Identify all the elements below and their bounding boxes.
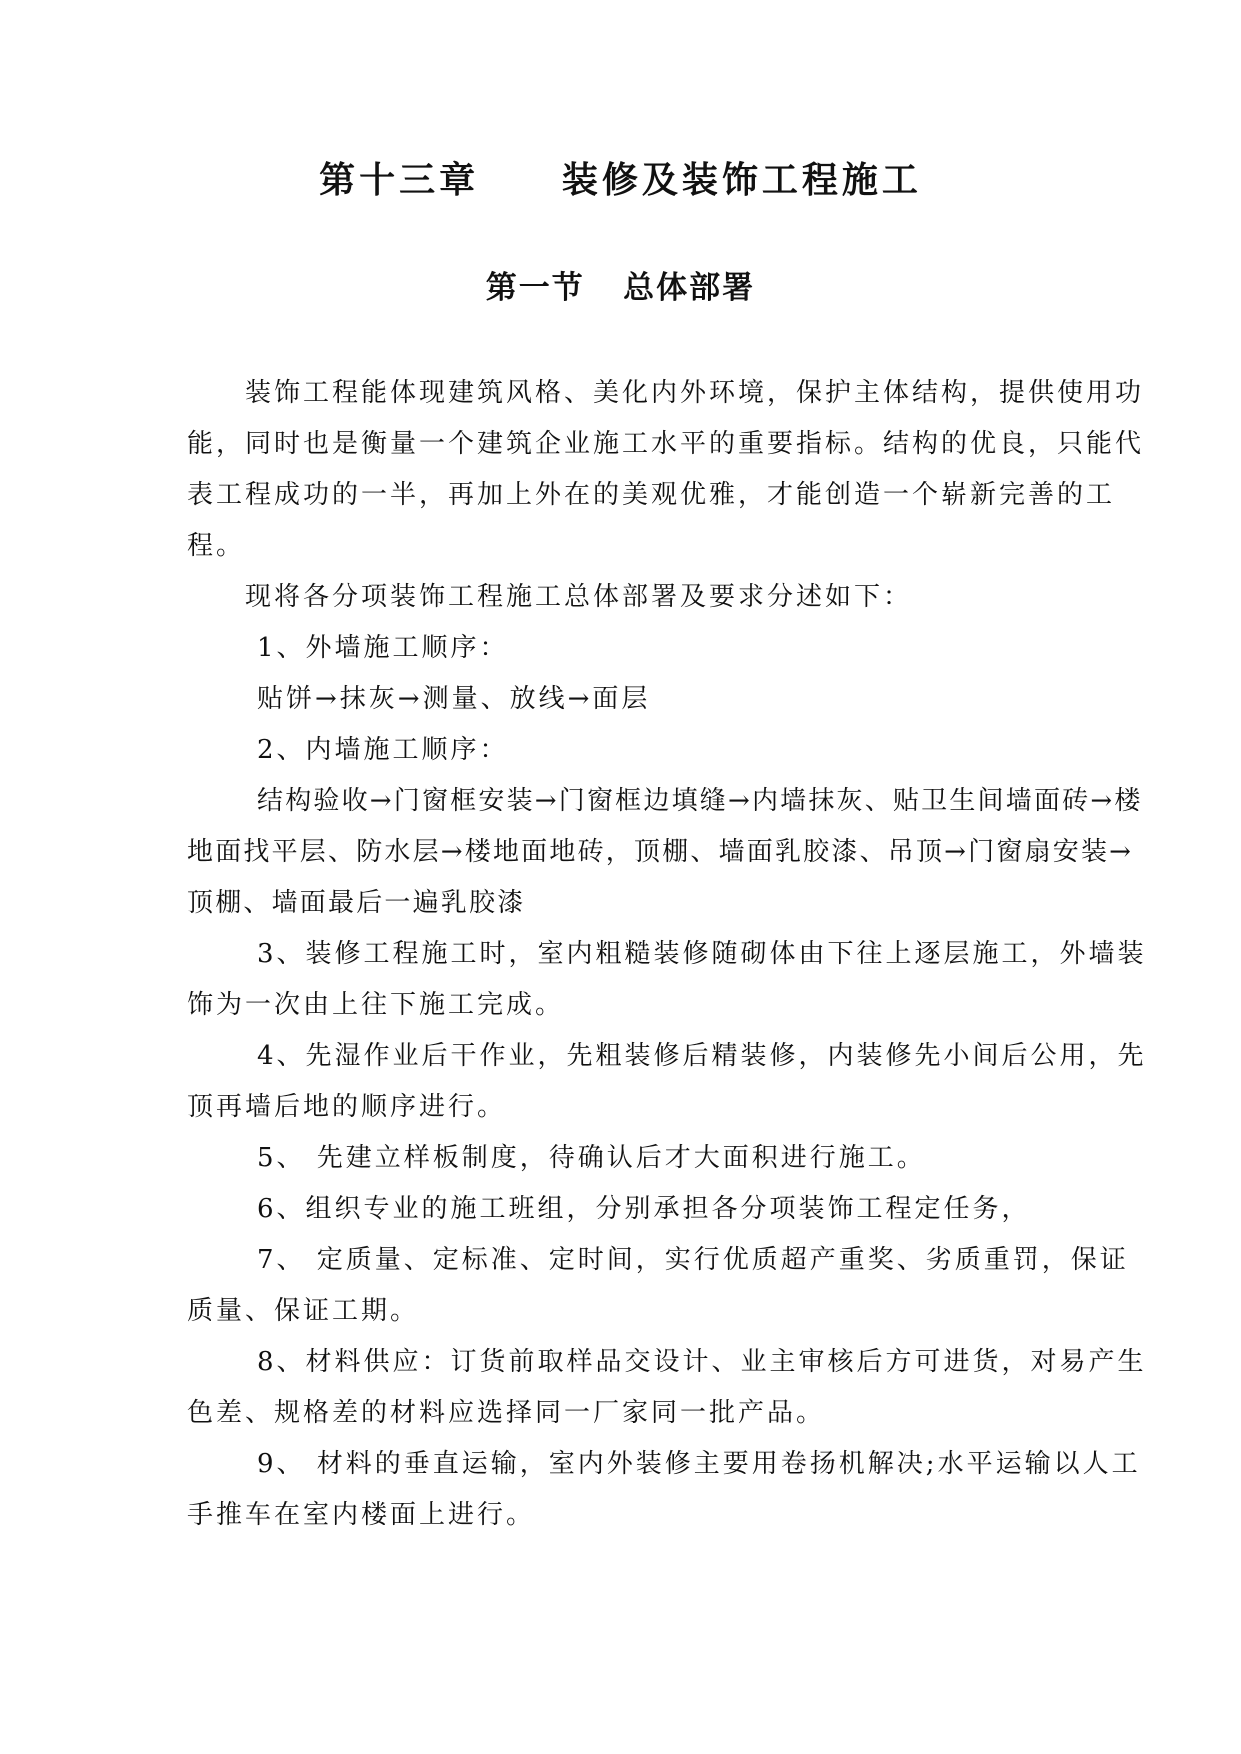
chapter-title: 第十三章 装修及装饰工程施工 xyxy=(319,160,922,201)
section-title: 第一节 总体部署 xyxy=(485,270,756,306)
paragraph-intro: 装饰工程能体现建筑风格、美化内外环境，保护主体结构，提供使用功能，同时也是衡量一个建筑企业施工水平的重要指标。结构的优良，只能代表工程成功的一半，再加上外在的美观优雅，才能创造一个崭新完善的工程。 xyxy=(187,378,1145,561)
item-8: 8、材料供应：订货前取样品交设计、业主审核后方可进货，对易产生色差、规格差的材料应选择同一厂家同一批产品。 xyxy=(187,1347,1147,1428)
item-2-heading: 2、内墙施工顺序： xyxy=(257,735,509,765)
item-9: 9、 材料的垂直运输，室内外装修主要用卷扬机解决;水平运输以人工手推车在室内楼面上进行。 xyxy=(187,1449,1141,1530)
item-4: 4、先湿作业后干作业，先粗装修后精装修，内装修先小间后公用，先顶再墙后地的顺序进行。 xyxy=(187,1041,1147,1122)
item-1-heading: 1、外墙施工顺序： xyxy=(257,633,509,663)
item-2-sequence: 结构验收→门窗框安装→门窗框边填缝→内墙抹灰、贴卫生间墙面砖→楼地面找平层、防水层→楼地面地砖，顶棚、墙面乳胶漆、吊顶→门窗扇安装→顶棚、墙面最后一遍乳胶漆 xyxy=(187,786,1143,918)
item-6: 6、组织专业的施工班组，分别承担各分项装饰工程定任务， xyxy=(257,1194,1031,1224)
item-7: 7、 定质量、定标准、定时间，实行优质超产重奖、劣质重罚，保证质量、保证工期。 xyxy=(187,1245,1129,1326)
item-3: 3、装修工程施工时，室内粗糙装修随砌体由下往上逐层施工，外墙装饰为一次由上往下施工完成。 xyxy=(187,939,1147,1020)
body-text xyxy=(187,368,1147,1541)
item-5: 5、 先建立样板制度，待确认后才大面积进行施工。 xyxy=(257,1143,926,1173)
item-1-sequence: 贴饼→抹灰→测量、放线→面层 xyxy=(257,684,651,714)
paragraph-overview: 现将各分项装饰工程施工总体部署及要求分述如下： xyxy=(245,582,913,612)
